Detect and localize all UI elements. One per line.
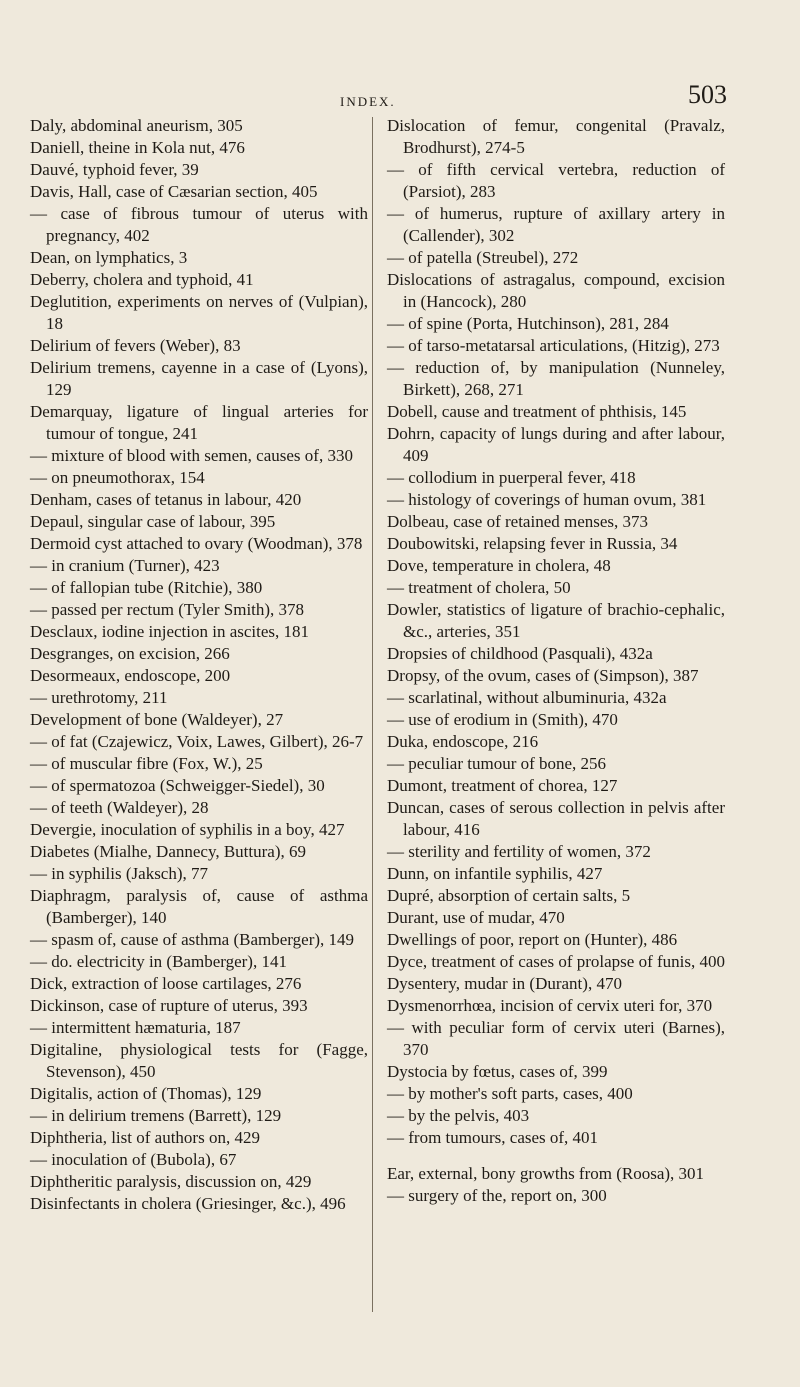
index-entry: — mixture of blood with semen, causes of, 330	[30, 446, 353, 465]
index-entry: — of fallopian tube (Ritchie), 380	[30, 578, 263, 597]
index-entry: Dove, temperature in cholera, 48	[387, 556, 611, 575]
index-entry: Daly, abdominal aneurism, 305	[30, 116, 243, 135]
index-entry: Dauvé, typhoid fever, 39	[30, 160, 199, 179]
index-entry: — spasm of, cause of asthma (Bamberger), 149	[30, 930, 355, 949]
index-entry: — by mother's soft parts, cases, 400	[387, 1084, 633, 1103]
index-entry: Dystocia by fœtus, cases of, 399	[387, 1062, 608, 1081]
index-entry: Dowler, statistics of ligature of brachio-cephalic, &c., arteries, 351	[387, 600, 725, 641]
index-entry: — of spermatozoa (Schweigger-Siedel), 30	[30, 776, 325, 795]
index-entry: — treatment of cholera, 50	[387, 578, 571, 597]
index-entry: Deberry, cholera and typhoid, 41	[30, 270, 254, 289]
index-entry: Diphtheria, list of authors on, 429	[30, 1128, 260, 1147]
index-entry: Dohrn, capacity of lungs during and after labour, 409	[387, 424, 725, 465]
index-entry: — of patella (Streubel), 272	[387, 248, 579, 267]
index-entry: Dean, on lymphatics, 3	[30, 248, 188, 267]
index-entry: Digitalis, action of (Thomas), 129	[30, 1084, 262, 1103]
index-entry: — in syphilis (Jaksch), 77	[30, 864, 209, 883]
index-entry: — collodium in puerperal fever, 418	[387, 468, 636, 487]
index-entry: Dislocations of astragalus, compound, excision in (Hancock), 280	[387, 270, 725, 311]
index-entry: Dropsies of childhood (Pasquali), 432a	[387, 644, 653, 663]
index-entry: Durant, use of mudar, 470	[387, 908, 565, 927]
index-entry: Doubowitski, relapsing fever in Russia, 34	[387, 534, 678, 553]
index-entry: Dysmenorrhœa, incision of cervix uteri for, 370	[387, 996, 713, 1015]
column-divider	[372, 117, 373, 1312]
index-entry: — on pneumothorax, 154	[30, 468, 205, 487]
index-entry: — in delirium tremens (Barrett), 129	[30, 1106, 282, 1125]
index-entry: — from tumours, cases of, 401	[387, 1128, 599, 1147]
running-head	[0, 80, 800, 110]
index-column-left	[30, 115, 368, 1215]
index-entry: Devergie, inoculation of syphilis in a boy, 427	[30, 820, 345, 839]
index-column-right	[387, 115, 725, 1207]
index-entry: Dick, extraction of loose cartilages, 276	[30, 974, 302, 993]
index-entry: Dislocation of femur, congenital (Pravalz, Brodhurst), 274-5	[387, 116, 725, 157]
index-entry: — in cranium (Turner), 423	[30, 556, 220, 575]
index-entry: Dysentery, mudar in (Durant), 470	[387, 974, 622, 993]
index-entry: Disinfectants in cholera (Griesinger, &c.), 496	[30, 1194, 346, 1213]
index-entry: Desclaux, iodine injection in ascites, 181	[30, 622, 310, 641]
index-entry: Depaul, singular case of labour, 395	[30, 512, 276, 531]
index-entry: — passed per rectum (Tyler Smith), 378	[30, 600, 305, 619]
index-entry: — by the pelvis, 403	[387, 1106, 530, 1125]
index-entry: Dwellings of poor, report on (Hunter), 486	[387, 930, 678, 949]
index-entry: Dolbeau, case of retained menses, 373	[387, 512, 649, 531]
index-entry: — surgery of the, report on, 300	[387, 1186, 607, 1205]
index-entry: Diphtheritic paralysis, discussion on, 429	[30, 1172, 312, 1191]
index-entry: — inoculation of (Bubola), 67	[30, 1150, 237, 1169]
index-entry: Daniell, theine in Kola nut, 476	[30, 138, 245, 157]
index-entry: — of muscular fibre (Fox, W.), 25	[30, 754, 263, 773]
index-entry: — do. electricity in (Bamberger), 141	[30, 952, 287, 971]
index-entry: Digitaline, physiological tests for (Fagge, Stevenson), 450	[30, 1040, 368, 1081]
index-entry: — of fifth cervical vertebra, reduction of (Parsiot), 283	[387, 160, 725, 201]
index-entry: Demarquay, ligature of lingual arteries for tumour of tongue, 241	[30, 402, 368, 443]
index-entry: Duka, endoscope, 216	[387, 732, 539, 751]
index-entry: Dermoid cyst attached to ovary (Woodman), 378	[30, 534, 363, 553]
index-entry: — histology of coverings of human ovum, 381	[387, 490, 707, 509]
index-entry: Development of bone (Waldeyer), 27	[30, 710, 284, 729]
index-entry: — urethrotomy, 211	[30, 688, 168, 707]
index-entry: Delirium of fevers (Weber), 83	[30, 336, 241, 355]
index-entry: — use of erodium in (Smith), 470	[387, 710, 618, 729]
index-entry: Deglutition, experiments on nerves of (Vulpian), 18	[30, 292, 368, 333]
index-entry: Davis, Hall, case of Cæsarian section, 405	[30, 182, 318, 201]
index-entry: Dobell, cause and treatment of phthisis, 145	[387, 402, 687, 421]
index-entry: Duncan, cases of serous collection in pelvis after labour, 416	[387, 798, 725, 839]
index-entry: Dyce, treatment of cases of prolapse of funis, 400	[387, 952, 725, 971]
index-entry: — with peculiar form of cervix uteri (Barnes), 370	[387, 1018, 725, 1059]
index-entry: Desgranges, on excision, 266	[30, 644, 230, 663]
index-entry: — sterility and fertility of women, 372	[387, 842, 651, 861]
index-entry: — case of fibrous tumour of uterus with pregnancy, 402	[30, 204, 368, 245]
section-gap	[387, 1149, 725, 1163]
index-entry: Dropsy, of the ovum, cases of (Simpson), 387	[387, 666, 699, 685]
index-entry: — of spine (Porta, Hutchinson), 281, 284	[387, 314, 669, 333]
index-entry: Diabetes (Mialhe, Dannecy, Buttura), 69	[30, 842, 307, 861]
running-title: INDEX.	[340, 94, 396, 109]
index-entry: — intermittent hæmaturia, 187	[30, 1018, 241, 1037]
index-entry: — of teeth (Waldeyer), 28	[30, 798, 209, 817]
index-entry: Denham, cases of tetanus in labour, 420	[30, 490, 302, 509]
index-entry: Delirium tremens, cayenne in a case of (Lyons), 129	[30, 358, 368, 399]
index-entry: Dickinson, case of rupture of uterus, 393	[30, 996, 308, 1015]
index-entry: Desormeaux, endoscope, 200	[30, 666, 231, 685]
index-entry: Dupré, absorption of certain salts, 5	[387, 886, 631, 905]
index-entry: Diaphragm, paralysis of, cause of asthma (Bamberger), 140	[30, 886, 368, 927]
index-entry: — peculiar tumour of bone, 256	[387, 754, 607, 773]
index-entry: Ear, external, bony growths from (Roosa), 301	[387, 1164, 705, 1183]
index-entry: — of tarso-metatarsal articulations, (Hitzig), 273	[387, 336, 720, 355]
index-entry: Dunn, on infantile syphilis, 427	[387, 864, 603, 883]
index-entry: — scarlatinal, without albuminuria, 432a	[387, 688, 667, 707]
index-entry: Dumont, treatment of chorea, 127	[387, 776, 618, 795]
index-entry: — of fat (Czajewicz, Voix, Lawes, Gilbert), 26-7	[30, 732, 364, 751]
index-entry: — of humerus, rupture of axillary artery in (Callender), 302	[387, 204, 725, 245]
page-number: 503	[688, 80, 727, 109]
index-entry: — reduction of, by manipulation (Nunneley, Birkett), 268, 271	[387, 358, 725, 399]
